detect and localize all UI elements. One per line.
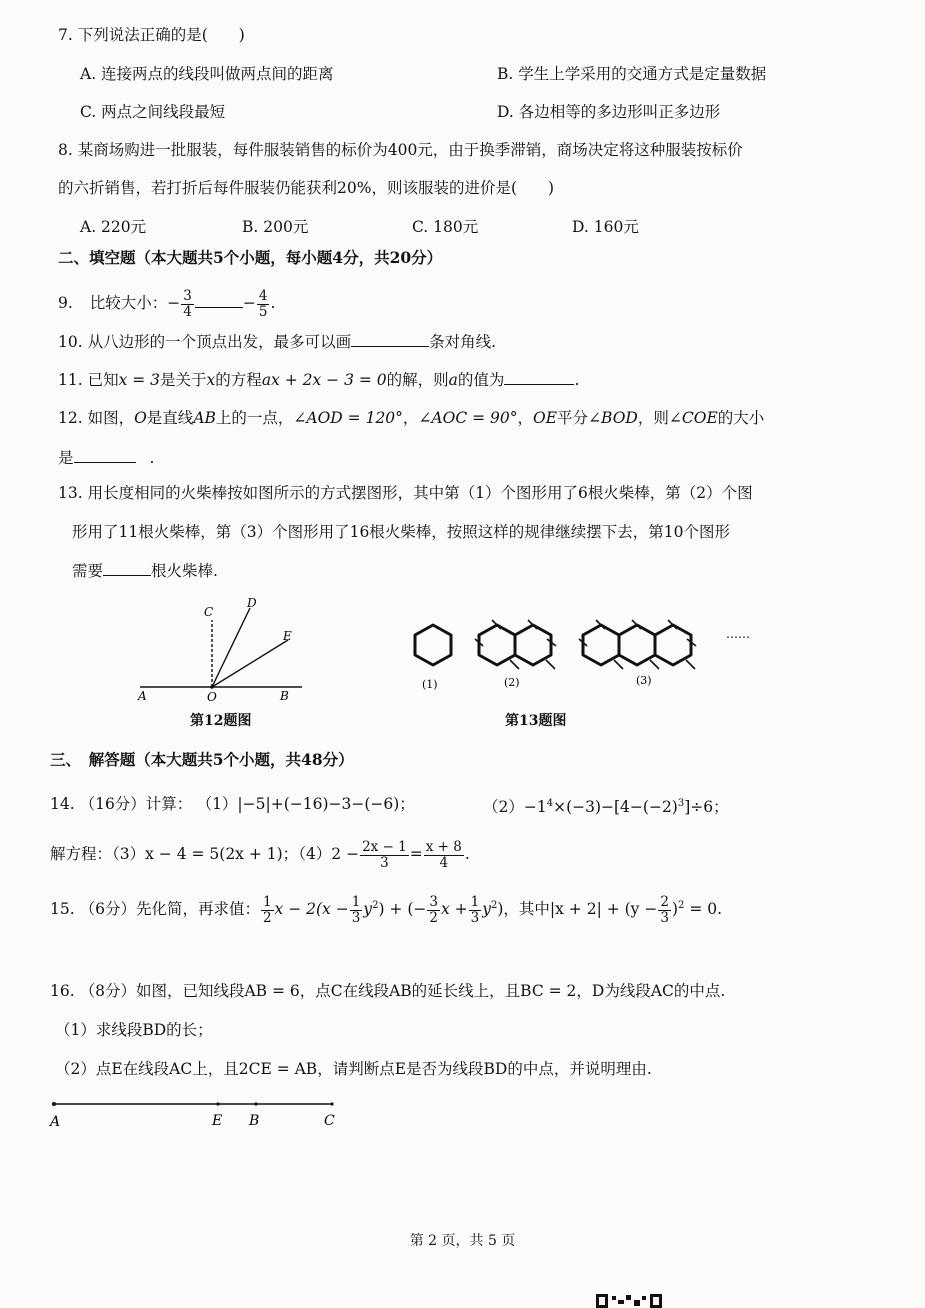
fig12-label-c: C — [204, 605, 214, 619]
q7-option-d: D. 各边相等的多边形叫正多边形 — [497, 103, 721, 121]
q7-option-b: B. 学生上学采用的交通方式是定量数据 — [497, 65, 767, 83]
q14-fraction1: $\frac{2x - 1}{3}$ — [362, 838, 407, 871]
q14-fraction2: $\frac{x + 8}{4}$ — [425, 838, 462, 871]
section3-heading: 三、 解答题（本大题共5个小题，共48分） — [50, 750, 354, 769]
fig12-label-o: O — [207, 690, 217, 704]
fig13-ellipsis: …… — [726, 627, 750, 641]
figure-13-matchsticks — [400, 608, 770, 692]
fig13-caption: 第13题图 — [505, 713, 567, 729]
q13-line1: 13. 用长度相同的火柴棒按如图所示的方式摆图形，其中第（1）个图形用了6根火柴棒，第（2）个图 — [58, 484, 753, 502]
q14-line2: 解方程：（3）x − 4 = 5(2x + 1)；（4）2 − $\frac{2x - 1}{3}$ = $\frac{x + 8}{4}$ . — [50, 838, 470, 871]
fig16-label-c: C — [324, 1113, 335, 1129]
q16-line3: （2）点E在线段AC上，且2CE = AB，请判断点E是否为线段BD的中点，并说明理由. — [55, 1060, 652, 1078]
fig13-label-3: (3) — [636, 674, 652, 687]
q11-answer-blank — [504, 370, 574, 385]
q9-fraction1: $\frac{3}{4}$ — [183, 287, 192, 320]
page-footer: 第 2 页，共 5 页 — [409, 1233, 516, 1249]
q14-part2: $(2)-1^4\times(-3)-[4-(-2)^3]\div 6$； — [483, 798, 729, 817]
q12-answer-blank — [74, 448, 136, 463]
fig13-label-1: (1) — [422, 678, 438, 691]
q14-line1: 14. （16分）计算： （1）|−5|+(−16)−3−(−6)； — [50, 795, 415, 813]
q13-line2: 形用了11根火柴棒，第（3）个图形用了16根火柴棒，按照这样的规律继续摆下去，第10个图形 — [72, 523, 731, 541]
fig12-label-d: D — [247, 596, 257, 610]
q7-option-c: C. 两点之间线段最短 — [80, 103, 226, 121]
q9-neg1: − — [167, 294, 181, 312]
q13-line3: 需要 根火柴棒. — [72, 562, 218, 580]
q12-line1: 12. 如图，O是直线AB上的一点，∠AOD = 120°，∠AOC = 90°，OE平分∠BOD，则∠COE的大小 — [58, 409, 765, 427]
fig12-caption: 第12题图 — [190, 713, 252, 729]
q9-label: 9. — [58, 294, 73, 312]
q8-line1: 8. 某商场购进一批服装，每件服装销售的标价为400元，由于换季滞销，商场决定将这种服装按标价 — [58, 141, 743, 159]
fig16-label-e: E — [212, 1113, 223, 1129]
fig12-label-b: B — [280, 689, 289, 703]
figure-16-segment — [44, 1094, 344, 1134]
q9-fraction2: $\frac{4}{5}$ — [258, 287, 268, 320]
q8-line2: 的六折销售，若打折后每件服装仍能获利20%，则该服装的进价是( ) — [58, 179, 555, 197]
fig13-hexagon-1 — [415, 625, 451, 665]
q7-option-a: A. 连接两点的线段叫做两点间的距离 — [80, 65, 334, 83]
q12-line2: 是 . — [58, 449, 155, 467]
q9-answer-blank — [195, 293, 243, 308]
q13-answer-blank — [103, 561, 151, 576]
q7-stem: 7. 下列说法正确的是( ) — [58, 26, 245, 44]
figure-12-angles — [120, 592, 320, 710]
fig13-label-2: (2) — [504, 676, 520, 689]
q15: 15. （6分）先化简，再求值： $\frac{1}{2}$ x − 2(x − $\frac{1}{3}$ $y^2$) + (− $\frac{3}{2}$ x + $\frac{1}{3}$ $y^2$)，其中|x + 2| + (y − $\frac{2}{3}$ )$^2$ = 0. — [50, 893, 723, 926]
q11: 11. 已知x = 3是关于x的方程ax + 2x − 3 = 0的解，则a的值为 . — [58, 371, 580, 389]
q9-neg2: − — [242, 294, 256, 312]
q10-answer-blank — [351, 332, 429, 347]
fig12-label-a: A — [138, 689, 147, 703]
section2-heading: 二、填空题（本大题共5个小题，每小题4分，共20分） — [58, 248, 443, 267]
fig16-label-b: B — [249, 1113, 260, 1129]
q10: 10. 从八边形的一个顶点出发，最多可以画 条对角线. — [58, 333, 497, 351]
q8-option-b: B. 200元 — [242, 218, 309, 236]
fig12-label-e: E — [283, 629, 292, 643]
q8-option-a: A. 220元 — [80, 218, 147, 236]
q9-text: 比较大小： — [89, 294, 168, 312]
q8-option-d: D. 160元 — [572, 218, 639, 236]
q16-line2: （1）求线段BD的长； — [55, 1021, 213, 1039]
q8-option-c: C. 180元 — [412, 218, 479, 236]
q16-line1: 16. （8分）如图，已知线段AB = 6，点C在线段AB的延长线上，且BC = 2，D为线段AC的中点. — [50, 982, 726, 1000]
q9: 9. 比较大小：− $\frac{3}{4}$ − $\frac{4}{5}$ . — [58, 287, 276, 320]
qr-code-icon — [596, 1294, 662, 1308]
fig16-label-a: A — [50, 1114, 61, 1130]
